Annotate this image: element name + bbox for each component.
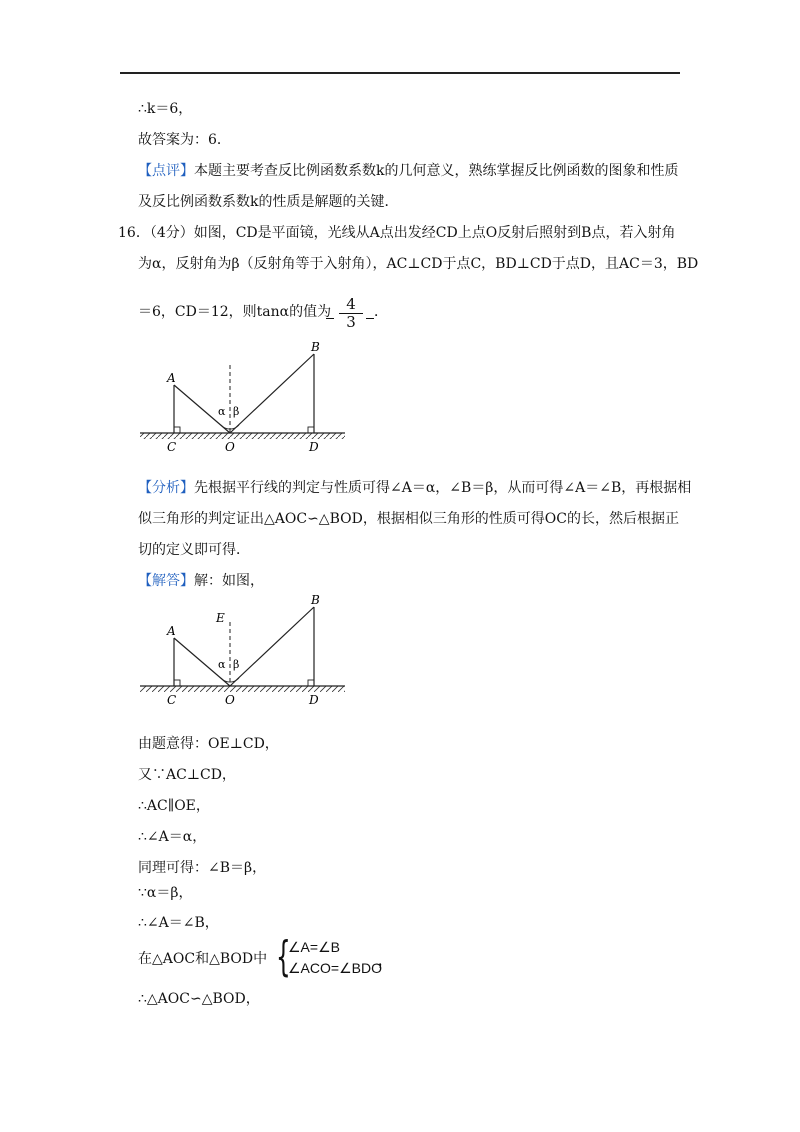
text-line: 及反比例函数系数k的性质是解题的关键． [138, 194, 399, 210]
mirror-hatch [140, 686, 345, 692]
header-rule [120, 72, 680, 74]
comment-line [138, 162, 678, 180]
answer-numerator: 4 [346, 295, 356, 313]
step-line: ∴∠A＝α， [138, 829, 207, 845]
label-d: D [309, 440, 319, 454]
label-e: E [216, 611, 225, 625]
step-line: 又∵AC⊥CD， [138, 767, 236, 783]
question-line: 为α，反射角为β（反射角等于入射角），AC⊥CD于点C，BD⊥CD于点D，且AC＝3，BD [138, 256, 699, 272]
solution-line [138, 572, 264, 590]
right-angle-c [174, 427, 180, 433]
figure-1 [140, 335, 360, 463]
step-line: ∵α＝β， [138, 885, 193, 901]
analysis-line: 切的定义即可得． [138, 542, 250, 558]
segment-ob [230, 607, 314, 686]
solution-text: 解：如图， [194, 573, 264, 589]
answer-fraction [336, 296, 366, 331]
label-o: O [225, 693, 235, 707]
mirror-hatch [140, 433, 345, 439]
label-beta: β [233, 658, 240, 671]
step-line: 同理可得：∠B＝β， [138, 860, 267, 876]
label-alpha: α [218, 658, 226, 671]
question-line: 16．（4分）如图，CD是平面镜，光线从A点出发经CD上点O反射后照射到B点，若入射角 [118, 225, 676, 241]
system-eq-2: ∠ACO=∠BDO [288, 960, 382, 976]
step-line: 由题意得：OE⊥CD， [138, 736, 279, 752]
analysis-line [138, 479, 691, 497]
system-eq-1: ∠A=∠B [288, 939, 340, 955]
analysis-text: 先根据平行线的判定与性质可得∠A＝α，∠B＝β，从而可得∠A＝∠B，再根据相 [194, 480, 692, 496]
system-brace: { [276, 932, 291, 981]
answer-blank-left [326, 318, 334, 319]
system-end: ， [378, 953, 392, 969]
answer-blank-right [366, 318, 374, 319]
answer-denominator: 3 [346, 313, 356, 331]
label-c: C [167, 440, 177, 454]
question-line: ＝6，CD＝12，则tanα的值为 [138, 304, 332, 320]
label-c: C [167, 693, 177, 707]
step-line: ∴∠A＝∠B， [138, 915, 219, 931]
comment-text: 本题主要考查反比例函数系数k的几何意义，熟练掌握反比例函数的图象和性质 [194, 163, 679, 179]
label-d: D [309, 693, 319, 707]
solution-tag: 【解答】 [138, 573, 194, 589]
analysis-tag: 【分析】 [138, 480, 194, 496]
step-line: ∴△AOC∽△BOD， [138, 991, 260, 1007]
label-b: B [311, 340, 320, 354]
question-end: ． [374, 304, 388, 320]
right-angle-c [174, 680, 180, 686]
label-o: O [225, 440, 235, 454]
text-line: ∴k＝6， [138, 101, 193, 117]
figure-2 [140, 590, 360, 718]
label-b: B [311, 593, 320, 607]
right-angle-d [308, 427, 314, 433]
label-a: A [167, 624, 176, 638]
step-line: ∴AC∥OE， [138, 798, 210, 814]
analysis-line: 似三角形的判定证出△AOC∽△BOD，根据相似三角形的性质可得OC的长，然后根据正 [138, 511, 680, 527]
label-a: A [167, 371, 176, 385]
right-angle-d [308, 680, 314, 686]
comment-tag: 【点评】 [138, 163, 194, 179]
label-beta: β [233, 405, 240, 418]
segment-ob [230, 354, 314, 433]
text-line: 故答案为：6． [138, 132, 231, 148]
label-alpha: α [218, 405, 226, 418]
step-line: 在△AOC和△BOD中 [138, 951, 268, 967]
